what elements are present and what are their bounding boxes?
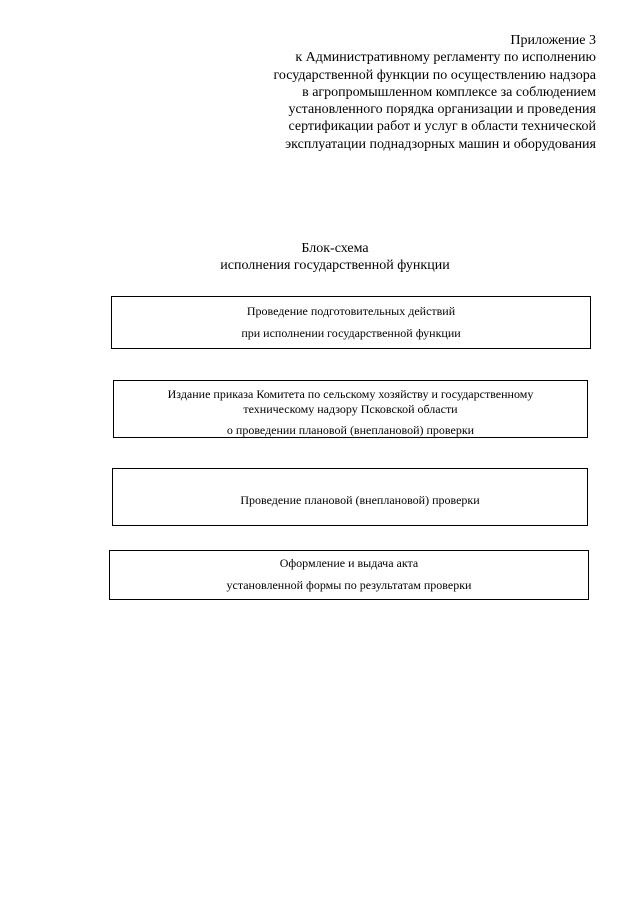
step-box-preparation xyxy=(111,296,591,349)
step-text: Издание приказа Комитета по сельскому хозяйству и государственному xyxy=(167,387,534,401)
step-box-order xyxy=(113,380,588,438)
appendix-line: в агропромышленном комплексе за соблюдением xyxy=(302,84,596,100)
flowchart-title xyxy=(0,240,640,274)
step-text: при исполнении государственной функции xyxy=(241,326,461,340)
step-text: Оформление и выдача акта xyxy=(279,556,419,570)
step-box-act xyxy=(109,550,589,600)
appendix-line: сертификации работ и услуг в области технической xyxy=(288,119,596,135)
appendix-line: к Административному регламенту по исполнению xyxy=(295,50,596,66)
step-box-inspection xyxy=(112,468,588,526)
appendix-header xyxy=(196,32,596,153)
step-text: Проведение подготовительных действий xyxy=(246,304,456,318)
appendix-line: государственной функции по осуществлению надзора xyxy=(273,67,596,83)
appendix-number: Приложение 3 xyxy=(510,33,596,48)
step-text: техническому надзору Псковской области xyxy=(243,402,458,416)
title-line-1: Блок-схема xyxy=(301,241,369,256)
title-line-2: исполнения государственной функции xyxy=(220,258,450,273)
step-text: о проведении плановой (внеплановой) проверки xyxy=(226,423,475,437)
step-text: Проведение плановой (внеплановой) проверки xyxy=(240,493,480,507)
step-text: установленной формы по результатам проверки xyxy=(226,578,472,592)
appendix-line: установленного порядка организации и проведения xyxy=(288,102,596,118)
appendix-line: эксплуатации поднадзорных машин и оборудования xyxy=(285,136,596,152)
